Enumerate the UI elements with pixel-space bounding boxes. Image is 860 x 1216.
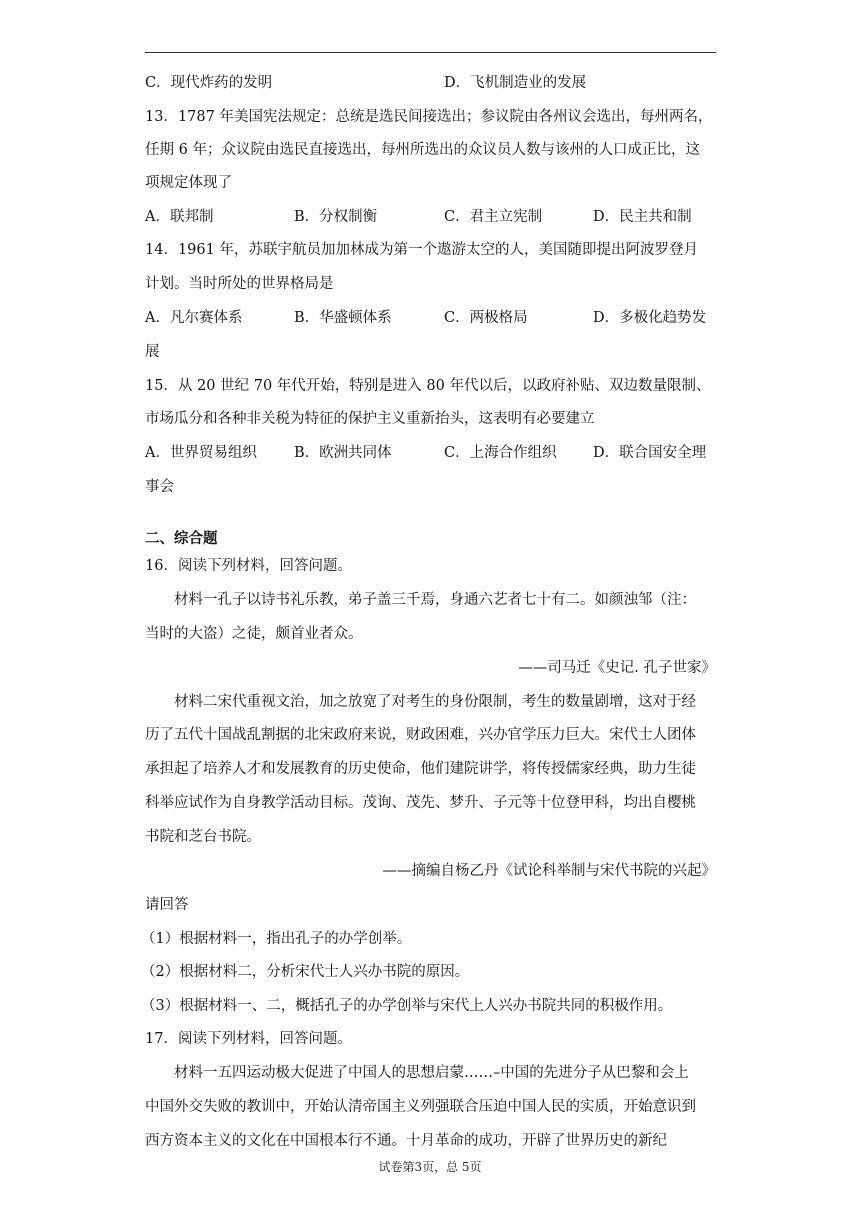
q14-option-a: A．凡尔赛体系	[145, 310, 243, 326]
q16-subquestion-3: （3）根据材料一、二，概括孔子的办学创举与宋代上人兴办书院共同的积极作用。	[141, 998, 673, 1014]
section-title: 二、综合题	[145, 530, 218, 547]
q17-intro: 17．阅读下列材料，回答问题。	[145, 1031, 352, 1047]
q14-option-c: C．两极格局	[444, 310, 528, 326]
q16-intro: 16．阅读下列材料，回答问题。	[145, 558, 352, 574]
q14-option-d: D．多极化趋势发	[593, 310, 707, 326]
q16-material-line: 当时的大盗）之徒，颇首业者众。	[145, 626, 363, 642]
q17-material-line: 西方资本主义的文化在中国根本行不通。十月革命的成功，开辟了世界历史的新纪	[145, 1133, 667, 1149]
q15-option-d: D．联合国安全理	[593, 445, 707, 461]
q15-option-d-continued: 事会	[145, 479, 174, 495]
q13-stem-line: 项规定体现了	[145, 175, 232, 191]
page-footer: 试卷第3页，总 5页	[378, 1160, 482, 1174]
q16-material2-source: ——摘编自杨乙丹《试论科举制与宋代书院的兴起》	[382, 863, 716, 879]
q14-stem-line: 计划。当时所处的世界格局是	[145, 276, 334, 292]
q15-option-b: B．欧洲共同体	[294, 445, 392, 461]
q16-material-line: 材料二宋代重视文治，加之放宽了对考生的身份限制，考生的数量剧增，这对于经	[174, 694, 696, 710]
q13-option-b: B．分权制衡	[294, 209, 378, 225]
q13-option-c: C．君主立宪制	[444, 209, 543, 225]
q12-option-d: D．飞机制造业的发展	[444, 75, 587, 91]
q16-material-line: 材料一孔子以诗书礼乐教，弟子盖三千焉，身通六艺者七十有二。如颜浊邹（注：	[174, 592, 696, 608]
q15-option-a: A．世界贸易组织	[145, 445, 257, 461]
q16-material-line: 科举应试作为自身教学活动目标。茂询、茂先、梦升、子元等十位登甲科，均出自樱桃	[145, 795, 696, 811]
q16-subquestion-2: （2）根据材料二，分析宋代士人兴办书院的原因。	[141, 964, 470, 980]
q15-stem-line: 市场瓜分和各种非关税为特征的保护主义重新抬头，这表明有必要建立	[145, 411, 595, 427]
q16-material-line: 承担起了培养人才和发展教育的历史使命，他们建院讲学，将传授儒家经典，助力生徒	[145, 761, 696, 777]
q14-option-d-continued: 展	[145, 344, 160, 360]
q16-material1-source: ——司马迁《史记. 孔子世家》	[518, 660, 716, 676]
q16-material-line: 书院和芝台书院。	[145, 829, 261, 845]
q14-option-b: B．华盛顿体系	[294, 310, 392, 326]
q15-option-c: C．上海合作组织	[444, 445, 557, 461]
q17-material-line: 材料一五四运动极大促进了中国人的思想启蒙……–中国的先进分子从巴黎和会上	[174, 1065, 689, 1081]
q12-option-c: C．现代炸药的发明	[145, 75, 273, 91]
q13-option-d: D．民主共和制	[593, 209, 692, 225]
q13-stem-line: 任期 6 年；众议院由选民直接选出，每州所选出的众议员人数与该州的人口成正比，这	[145, 142, 700, 158]
q14-stem-line: 14．1961 年，苏联宇航员加加林成为第一个遨游太空的人，美国随即提出阿波罗登月	[145, 242, 698, 258]
q16-material-line: 历了五代十国战乱割据的北宋政府来说，财政困难，兴办官学压力巨大。宋代士人团体	[145, 727, 696, 743]
q16-subquestion-1: （1）根据材料一，指出孔子的办学创举。	[141, 931, 412, 947]
q16-prompt: 请回答	[145, 897, 189, 913]
q17-material-line: 中国外交失败的教训中，开始认清帝国主义列强联合压迫中国人民的实质，开始意识到	[145, 1099, 696, 1115]
q13-option-a: A．联邦制	[145, 209, 214, 225]
header-rule	[145, 52, 716, 53]
q15-stem-line: 15．从 20 世纪 70 年代开始，特别是进入 80 年代以后，以政府补贴、双边数量限制、	[145, 378, 711, 394]
q13-stem-line: 13．1787 年美国宪法规定：总统是选民间接选出；参议院由各州议会选出，每州两名，	[145, 109, 713, 125]
